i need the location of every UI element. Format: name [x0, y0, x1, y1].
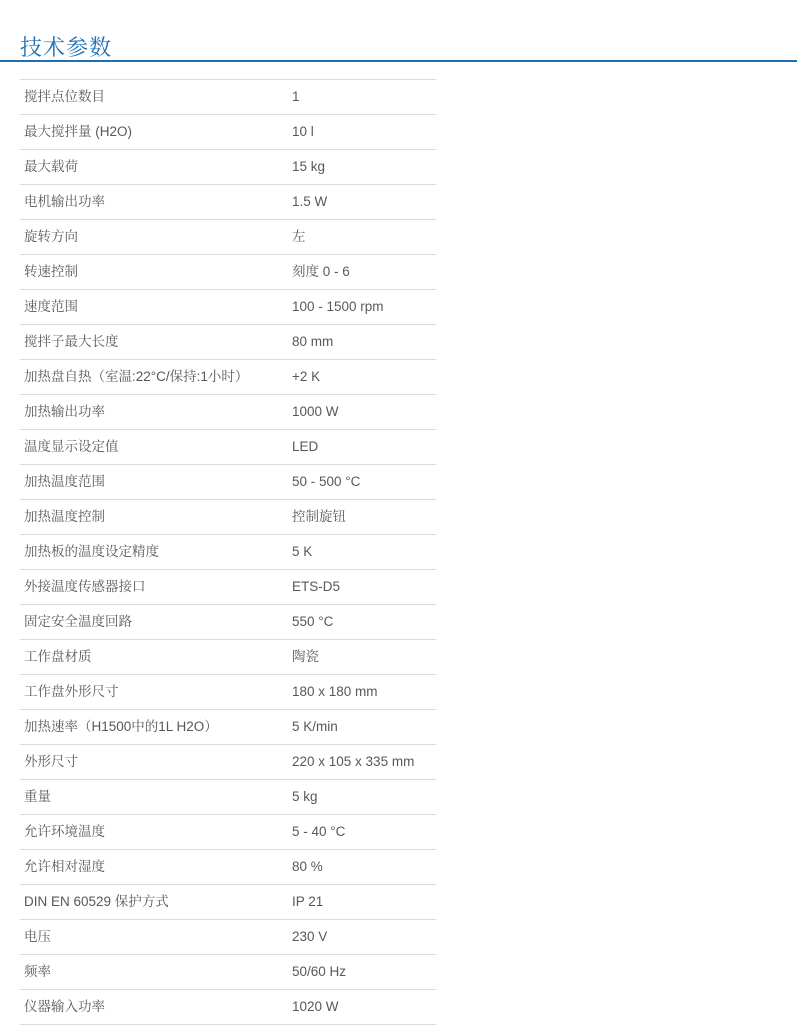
table-row — [20, 395, 436, 430]
table-row — [20, 990, 436, 1025]
spec-label: 加热温度范围 — [20, 465, 292, 500]
table-row — [20, 255, 436, 290]
spec-label: 仪器输入功率 — [20, 990, 292, 1025]
table-row — [20, 360, 436, 395]
table-row — [20, 185, 436, 220]
table-row — [20, 150, 436, 185]
spec-label: 加热输出功率 — [20, 395, 292, 430]
spec-label: DIN EN 60529 保护方式 — [20, 885, 292, 920]
table-row — [20, 465, 436, 500]
spec-label: 允许环境温度 — [20, 815, 292, 850]
spec-label: 旋转方向 — [20, 220, 292, 255]
table-row — [20, 605, 436, 640]
spec-value: 1 — [292, 80, 436, 115]
spec-label: 最大搅拌量 (H2O) — [20, 115, 292, 150]
spec-value: 5 K/min — [292, 710, 436, 745]
table-row — [20, 815, 436, 850]
spec-label: 工作盘材质 — [20, 640, 292, 675]
spec-label: 允许相对湿度 — [20, 850, 292, 885]
spec-label: 转速控制 — [20, 255, 292, 290]
table-row — [20, 290, 436, 325]
spec-value: 1020 W — [292, 990, 436, 1025]
table-row — [20, 850, 436, 885]
spec-value: 5 kg — [292, 780, 436, 815]
table-row — [20, 780, 436, 815]
spec-label: 搅拌子最大长度 — [20, 325, 292, 360]
spec-value: 1000 W — [292, 395, 436, 430]
spec-value: 180 x 180 mm — [292, 675, 436, 710]
spec-value: 5 - 40 °C — [292, 815, 436, 850]
spec-value: 刻度 0 - 6 — [292, 255, 436, 290]
spec-label: 工作盘外形尺寸 — [20, 675, 292, 710]
spec-label: 外接温度传感器接口 — [20, 570, 292, 605]
table-row — [20, 885, 436, 920]
table-row — [20, 325, 436, 360]
spec-label: 搅拌点位数目 — [20, 80, 292, 115]
table-body — [20, 80, 436, 1025]
spec-label: 温度显示设定值 — [20, 430, 292, 465]
spec-label: 固定安全温度回路 — [20, 605, 292, 640]
table-row — [20, 535, 436, 570]
table-row — [20, 115, 436, 150]
spec-label: 加热盘自热（室温:22°C/保持:1小时） — [20, 360, 292, 395]
spec-value: +2 K — [292, 360, 436, 395]
spec-label: 加热温度控制 — [20, 500, 292, 535]
spec-value: IP 21 — [292, 885, 436, 920]
table-row — [20, 745, 436, 780]
table-row — [20, 920, 436, 955]
spec-value: 100 - 1500 rpm — [292, 290, 436, 325]
table-row — [20, 430, 436, 465]
spec-value: 左 — [292, 220, 436, 255]
spec-value: 50/60 Hz — [292, 955, 436, 990]
spec-value: 220 x 105 x 335 mm — [292, 745, 436, 780]
spec-label: 速度范围 — [20, 290, 292, 325]
table-row — [20, 220, 436, 255]
technical-specifications-table — [20, 79, 436, 1025]
spec-label: 外形尺寸 — [20, 745, 292, 780]
table-row — [20, 80, 436, 115]
table-row — [20, 640, 436, 675]
spec-value: 控制旋钮 — [292, 500, 436, 535]
spec-value: 50 - 500 °C — [292, 465, 436, 500]
table-row — [20, 675, 436, 710]
spec-label: 最大载荷 — [20, 150, 292, 185]
spec-value: ETS-D5 — [292, 570, 436, 605]
table-row — [20, 500, 436, 535]
table-row — [20, 955, 436, 990]
spec-value: 550 °C — [292, 605, 436, 640]
spec-label: 电压 — [20, 920, 292, 955]
spec-label: 加热速率（H1500中的1L H2O） — [20, 710, 292, 745]
spec-value: 5 K — [292, 535, 436, 570]
table-row — [20, 570, 436, 605]
table-row — [20, 710, 436, 745]
spec-value: 1.5 W — [292, 185, 436, 220]
spec-label: 电机输出功率 — [20, 185, 292, 220]
spec-value: 230 V — [292, 920, 436, 955]
spec-value: LED — [292, 430, 436, 465]
spec-value: 10 l — [292, 115, 436, 150]
spec-label: 重量 — [20, 780, 292, 815]
page-title: 技术参数 — [20, 34, 113, 60]
spec-value: 陶瓷 — [292, 640, 436, 675]
spec-value: 80 mm — [292, 325, 436, 360]
spec-label: 加热板的温度设定精度 — [20, 535, 292, 570]
title-divider — [0, 60, 797, 62]
spec-value: 15 kg — [292, 150, 436, 185]
spec-label: 频率 — [20, 955, 292, 990]
spec-value: 80 % — [292, 850, 436, 885]
